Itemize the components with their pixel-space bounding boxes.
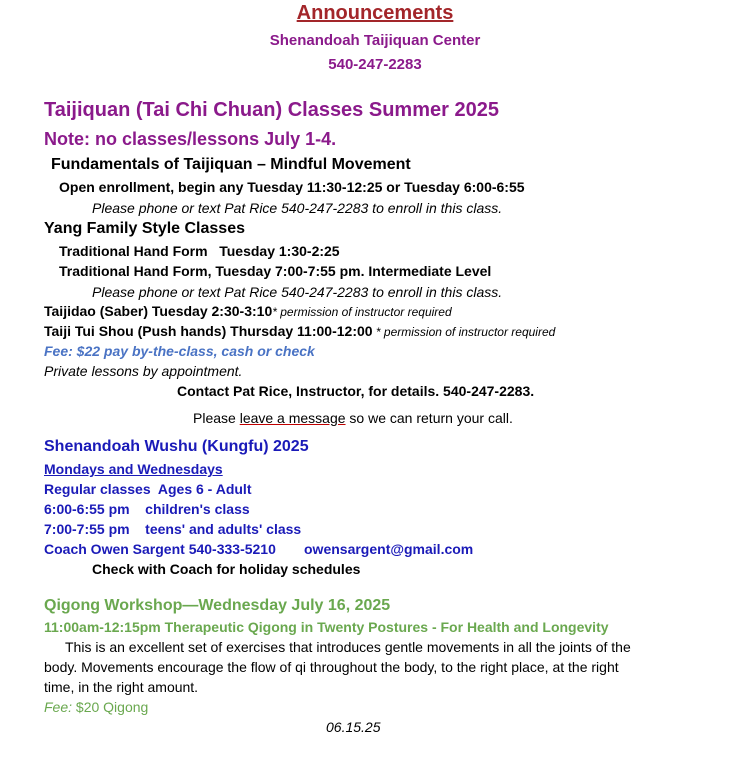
qigong-fee-value: $20 Qigong — [72, 699, 149, 715]
wushu-regular: Regular classes Ages 6 - Adult — [44, 481, 252, 497]
qigong-heading: Qigong Workshop—Wednesday July 16, 2025 — [44, 597, 391, 614]
taiji-note: Note: no classes/lessons July 1-4. — [44, 129, 337, 149]
qigong-fee — [44, 700, 148, 714]
message-line — [193, 411, 513, 425]
taijidao-class: Taijidao (Saber) Tuesday 2:30-3:10 — [44, 303, 273, 319]
document-date: 06.15.25 — [326, 719, 381, 735]
org-phone: 540-247-2283 — [328, 56, 422, 73]
wushu-class-1: 6:00-6:55 pm children's class — [44, 501, 250, 517]
message-prefix: Please — [193, 410, 240, 426]
wushu-coach: Coach Owen Sargent 540-333-5210 — [44, 541, 276, 557]
qigong-body-line-2: body. Movements encourage the flow of qi throughout the body, to the right place, at the right — [44, 659, 619, 675]
qigong-body-line-3: time, in the right amount. — [44, 679, 199, 695]
wushu-heading: Shenandoah Wushu (Kungfu) 2025 — [44, 438, 309, 455]
yang-class-2: Traditional Hand Form, Tuesday 7:00-7:55 pm. Intermediate Level — [59, 263, 492, 279]
message-suffix: so we can return your call. — [345, 410, 513, 426]
fundamentals-enroll: Open enrollment, begin any Tuesday 11:30-12:25 or Tuesday 6:00-6:55 — [59, 179, 525, 195]
announcements-title: Announcements — [296, 2, 454, 24]
qigong-subheading: 11:00am-12:15pm Therapeutic Qigong in Twenty Postures - For Health and Longevity — [44, 619, 609, 635]
taijidao-row — [44, 304, 452, 320]
tuishou-permission-note: * permission of instructor required — [372, 325, 556, 339]
yang-title: Yang Family Style Classes — [44, 220, 245, 237]
wushu-email[interactable]: owensargent@gmail.com — [304, 541, 474, 557]
wushu-class-2: 7:00-7:55 pm teens' and adults' class — [44, 521, 302, 537]
wushu-days: Mondays and Wednesdays — [44, 461, 223, 477]
taijidao-permission-note: * permission of instructor required — [272, 305, 452, 319]
tuishou-class: Taiji Tui Shou (Push hands) Thursday 11:00-12:00 — [44, 323, 373, 339]
private-lessons: Private lessons by appointment. — [44, 363, 243, 379]
qigong-body-line-1: This is an excellent set of exercises that introduces gentle movements in all the joints of the — [65, 639, 631, 655]
wushu-holiday: Check with Coach for holiday schedules — [92, 561, 361, 577]
tuishou-row — [44, 324, 555, 340]
taiji-fee: Fee: $22 pay by-the-class, cash or check — [44, 343, 315, 359]
yang-phone: Please phone or text Pat Rice 540-247-2283 to enroll in this class. — [92, 284, 503, 300]
org-name: Shenandoah Taijiquan Center — [269, 32, 481, 49]
taiji-heading: Taijiquan (Tai Chi Chuan) Classes Summer 2025 — [44, 99, 499, 121]
fundamentals-title: Fundamentals of Taijiquan – Mindful Movement — [51, 156, 411, 173]
fundamentals-phone: Please phone or text Pat Rice 540-247-2283 to enroll in this class. — [92, 200, 503, 216]
yang-class-1: Traditional Hand Form Tuesday 1:30-2:25 — [59, 243, 340, 259]
contact-line: Contact Pat Rice, Instructor, for details. 540-247-2283. — [177, 383, 535, 399]
qigong-fee-label: Fee: — [44, 699, 73, 715]
leave-message-link[interactable]: leave a message — [239, 410, 346, 426]
